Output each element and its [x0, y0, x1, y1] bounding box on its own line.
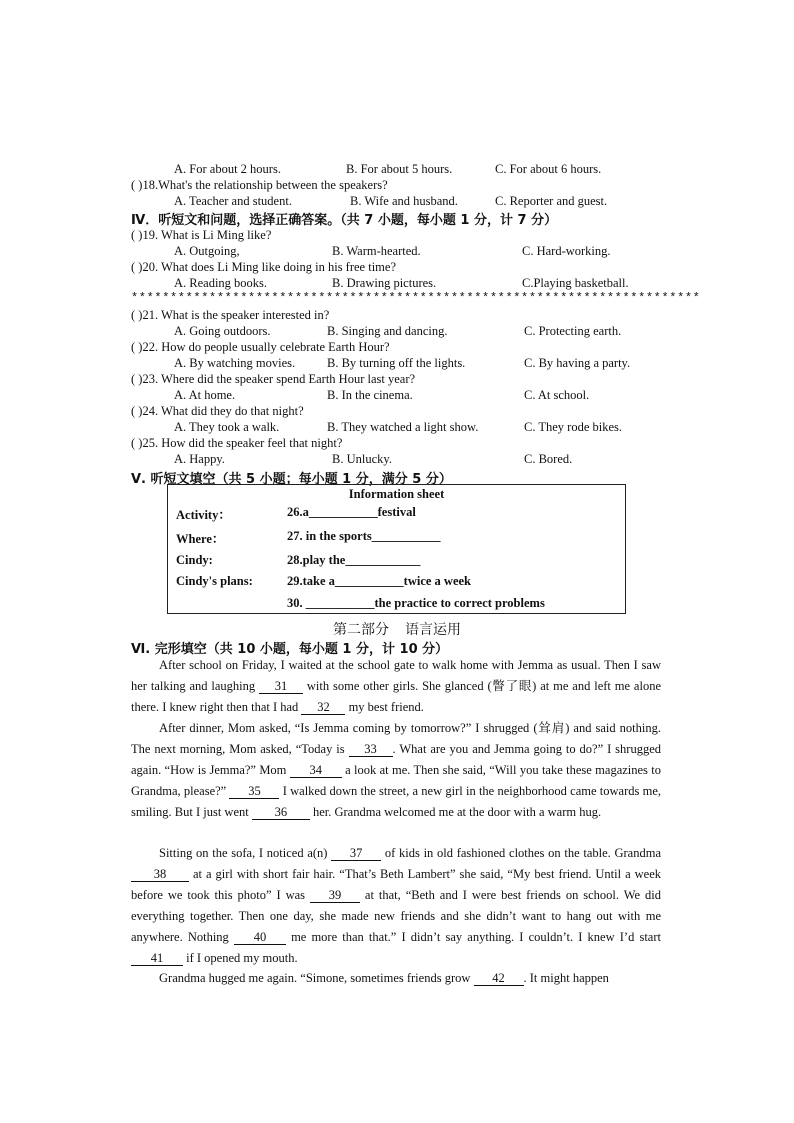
- info-label-cindy: Cindy:: [176, 553, 213, 567]
- q20-option-c: C.Playing basketball.: [522, 276, 629, 290]
- part-2-title: 语言运用: [405, 622, 461, 638]
- p4-text-a: Grandma hugged me again. “Simone, sometimes friends grow: [159, 971, 474, 985]
- p3-text-c: at a girl with short fair hair. “That’s Beth Lambert” she said, “My best friend. Until a week before we took this photo” I was: [131, 866, 661, 902]
- blank-39[interactable]: 39: [310, 888, 360, 903]
- info-label-activity: Activity：: [176, 508, 231, 522]
- question-19: ( )19. What is Li Ming like?: [131, 228, 272, 242]
- q20-option-b: B. Drawing pictures.: [332, 276, 437, 290]
- question-20: ( )20. What does Li Ming like doing in his free time?: [131, 260, 396, 274]
- q17-option-b: B. For about 5 hours.: [346, 162, 453, 176]
- blank-31[interactable]: 31: [259, 679, 303, 694]
- blank-42[interactable]: 42: [474, 971, 524, 986]
- p3-text-a: Sitting on the sofa, I noticed a(n): [159, 846, 332, 860]
- passage-paragraph-3: [131, 843, 661, 968]
- q24-option-c: C. They rode bikes.: [524, 420, 623, 434]
- question-18: ( )18.What's the relationship between the speakers?: [131, 178, 388, 192]
- q20-option-a: A. Reading books.: [174, 276, 268, 290]
- q24-option-b: B. They watched a light show.: [327, 420, 479, 434]
- p1-text-a: After school on Friday, I waited at the school gate to walk home with Jemma as usual. Then I saw her talking and laughing: [131, 658, 661, 693]
- q23-option-b: B. In the cinema.: [327, 388, 413, 402]
- q21-option-c: C. Protecting earth.: [524, 324, 622, 338]
- q21-option-b: B. Singing and dancing.: [327, 324, 448, 338]
- q18-option-a: A. Teacher and student.: [174, 194, 292, 208]
- q19-option-a: A. Outgoing,: [174, 244, 240, 258]
- p3-text-d: at that, “Beth and I were best friends on school. We did everything together. Then one day, she made new friends and she didn’t want to hang out with me anywhere. Nothing: [131, 887, 661, 944]
- info-blank-29[interactable]: 29.take a___________twice a week: [287, 574, 471, 588]
- p3-text-e: me more than that.” I didn’t say anything. I couldn’t. I knew I’d start: [285, 929, 661, 944]
- q19-option-b: B. Warm-hearted.: [332, 244, 421, 258]
- info-blank-27[interactable]: 27. in the sports___________: [287, 529, 441, 543]
- blank-36[interactable]: 36: [252, 805, 310, 820]
- blank-41[interactable]: 41: [131, 951, 183, 966]
- passage-paragraph-4: [131, 968, 661, 989]
- p2-text-a: After dinner, Mom asked, “Is Jemma coming by tomorrow?” I shrugged (耸肩) and said nothing. The next morning, Mom asked, “Today is: [131, 721, 661, 756]
- q24-option-a: A. They took a walk.: [174, 420, 280, 434]
- p1-text-b: with some other girls. She glanced (瞥了眼) at me and left me alone there. I knew right then that I had: [131, 678, 661, 714]
- blank-33[interactable]: 33: [349, 742, 393, 757]
- info-blank-26[interactable]: 26.a___________festival: [287, 505, 416, 519]
- section-4-title: Ⅳ．听短文和问题，选择正确答案。（共 7 小题，每小题 1 分，计 7 分）: [131, 213, 558, 228]
- blank-32[interactable]: 32: [301, 700, 345, 715]
- q18-option-c: C. Reporter and guest.: [495, 194, 608, 208]
- question-24: ( )24. What did they do that night?: [131, 404, 304, 418]
- info-blank-28[interactable]: 28.play the____________: [287, 553, 421, 567]
- question-23: ( )23. Where did the speaker spend Earth Hour last year?: [131, 372, 416, 386]
- passage-paragraph-2: [131, 718, 661, 823]
- q25-option-b: B. Unlucky.: [332, 452, 392, 466]
- question-22: ( )22. How do people usually celebrate Earth Hour?: [131, 340, 390, 354]
- q19-option-c: C. Hard-working.: [522, 244, 611, 258]
- q25-option-a: A. Happy.: [174, 452, 225, 466]
- p2-text-b: . What are you and Jemma going to do?” I shrugged again. “How is Jemma?” Mom: [131, 741, 661, 777]
- p4-text-b: . It might happen: [523, 971, 609, 985]
- p2-text-c: a look at me. Then she said, “Will you take these magazines to Grandma, please?”: [131, 762, 662, 798]
- q23-option-c: C. At school.: [524, 388, 590, 402]
- q17-option-a: A. For about 2 hours.: [174, 162, 281, 176]
- question-21: ( )21. What is the speaker interested in?: [131, 308, 330, 322]
- blank-34[interactable]: 34: [290, 763, 342, 778]
- q18-option-b: B. Wife and husband.: [350, 194, 458, 208]
- q25-option-c: C. Bored.: [524, 452, 573, 466]
- section-6-title: Ⅵ. 完形填空（共 10 小题，每小题 1 分，计 10 分）: [131, 642, 449, 657]
- info-label-where: Where：: [176, 532, 225, 546]
- part-2-heading: [0, 619, 794, 639]
- passage-paragraph-1: [131, 655, 661, 718]
- p3-text-f: if I opened my mouth.: [183, 950, 298, 965]
- blank-37[interactable]: 37: [331, 846, 381, 861]
- q17-option-c: C. For about 6 hours.: [495, 162, 602, 176]
- p1-text-c: my best friend.: [345, 699, 424, 714]
- blank-35[interactable]: 35: [229, 784, 279, 799]
- question-25: ( )25. How did the speaker feel that night?: [131, 436, 343, 450]
- p3-text-b: of kids in old fashioned clothes on the table. Grandma: [381, 846, 661, 860]
- q22-option-b: B. By turning off the lights.: [327, 356, 466, 370]
- info-blank-30[interactable]: 30. ___________the practice to correct problems: [287, 596, 545, 610]
- info-label-cindy-plans: Cindy's plans:: [176, 574, 253, 588]
- blank-40[interactable]: 40: [234, 930, 286, 945]
- q22-option-c: C. By having a party.: [524, 356, 631, 370]
- section-5-title: Ⅴ. 听短文填空（共 5 小题；每小题 1 分，满分 5 分）: [131, 472, 452, 487]
- q22-option-a: A. By watching movies.: [174, 356, 296, 370]
- part-2-label: 第二部分: [333, 622, 389, 638]
- information-sheet: [167, 484, 626, 614]
- p2-text-d: I walked down the street, a new girl in the neighborhood came towards me, smiling. But I just went: [131, 783, 661, 819]
- star-separator: *************************************************************************: [131, 291, 701, 305]
- info-sheet-title: Information sheet: [348, 487, 445, 501]
- p2-text-e: her. Grandma welcomed me at the door with a warm hug.: [309, 804, 602, 819]
- q23-option-a: A. At home.: [174, 388, 236, 402]
- blank-38[interactable]: 38: [131, 867, 189, 882]
- q21-option-a: A. Going outdoors.: [174, 324, 271, 338]
